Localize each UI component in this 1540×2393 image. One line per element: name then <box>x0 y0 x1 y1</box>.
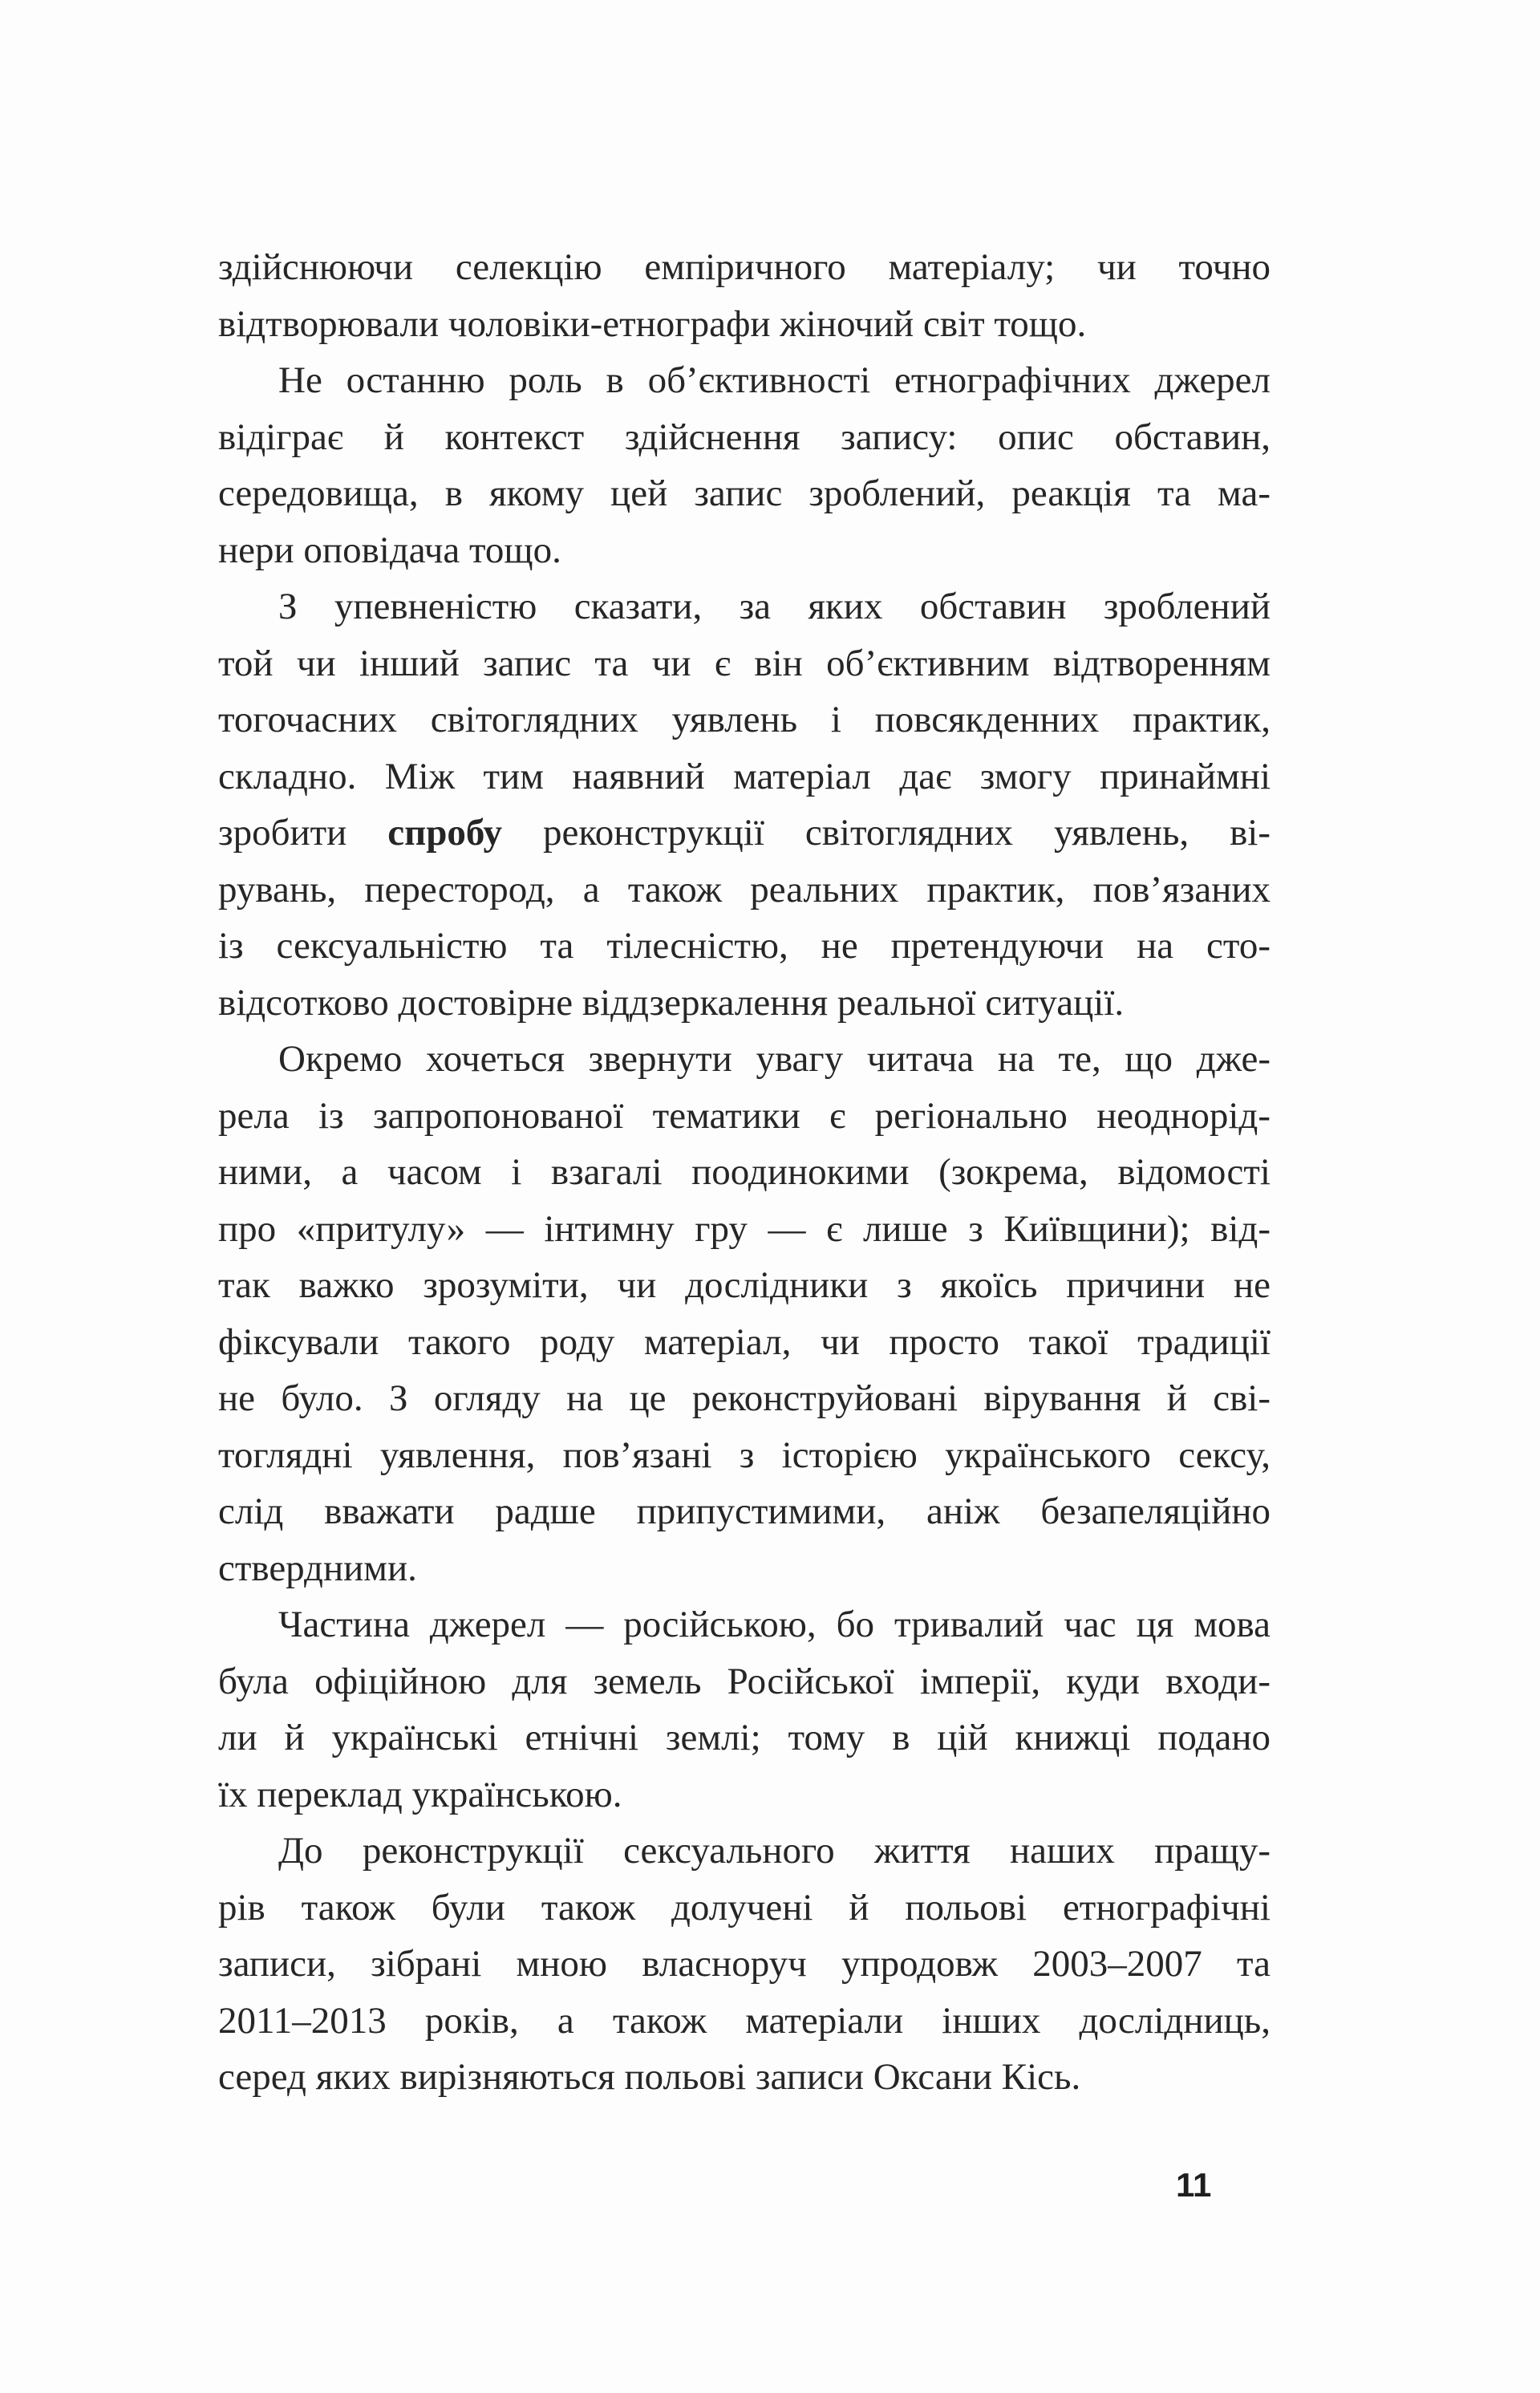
text-line: фіксували такого роду матеріал, чи просто такої традиції <box>218 1320 1270 1363</box>
text-line: була офіційною для земель Російської імперії, куди входи- <box>218 1660 1270 1702</box>
text-line: тогочасних світоглядних уявлень і повсякденних практик, <box>218 699 1270 740</box>
text-segment: зробити <box>218 812 388 854</box>
text-line: записи, зібрані мною власноруч упродовж 2003–2007 та <box>218 1943 1270 1985</box>
text-line: відтворювали чоловіки-етнографи жіночий світ тощо. <box>218 302 1087 345</box>
body-text <box>218 239 1270 2106</box>
bold-word: спробу <box>387 812 503 854</box>
text-line: про «притулу» — інтимну гру — є лише з Київщини); від- <box>218 1207 1270 1250</box>
text-line: Не останню роль в об’єктивності етнографічних джерел <box>278 359 1270 401</box>
text-line: До реконструкції сексуального життя наших пращу- <box>278 1830 1270 1872</box>
text-line: рів також були також долучені й польові етнографічні <box>218 1886 1270 1929</box>
text-line: нери оповідача тощо. <box>218 529 561 571</box>
text-line: не було. З огляду на це реконструйовані вірування й сві- <box>218 1377 1270 1419</box>
text-line: ствердними. <box>218 1547 417 1589</box>
text-line: рувань, перестород, а також реальних практик, пов’язаних <box>218 868 1270 911</box>
text-line: їх переклад українською. <box>218 1773 622 1815</box>
text-line: рела із запропонованої тематики є регіонально неоднорід- <box>218 1094 1270 1137</box>
text-line: Окремо хочеться звернути увагу читача на те, що дже- <box>278 1038 1270 1080</box>
text-line: відсотково достовірне віддзеркалення реальної ситуації. <box>218 981 1125 1024</box>
text-line: із сексуальністю та тілесністю, не претендуючи на сто- <box>218 925 1270 967</box>
text-line: З упевненістю сказати, за яких обставин зроблений <box>278 586 1270 627</box>
text-line-with-bold <box>218 805 1270 862</box>
text-segment: реконструкції світоглядних уявлень, ві- <box>502 812 1271 854</box>
text-line: складно. Між тим наявний матеріал дає змогу принаймні <box>218 755 1270 797</box>
text-line: так важко зрозуміти, чи дослідники з якоїсь причини не <box>218 1264 1270 1306</box>
text-line: 2011–2013 років, а також матеріали інших дослідниць, <box>218 1999 1270 2042</box>
text-line: серед яких вирізняються польові записи Оксани Кісь. <box>218 2056 1081 2098</box>
text-line: здійснюючи селекцію емпіричного матеріалу; чи точно <box>218 246 1270 288</box>
text-line: Частина джерел — російською, бо тривалий час ця мова <box>278 1604 1270 1645</box>
text-line: ли й українські етнічні землі; тому в цій книжці подано <box>218 1717 1270 1758</box>
text-line: середовища, в якому цей запис зроблений, реакція та ма- <box>218 473 1270 514</box>
text-line: тоглядні уявлення, пов’язані з історією українського сексу, <box>218 1434 1270 1476</box>
text-line: відіграє й контекст здійснення запису: опис обставин, <box>218 416 1270 458</box>
page-number: 11 <box>1176 2166 1212 2204</box>
text-line: той чи інший запис та чи є він об’єктивним відтворенням <box>218 642 1270 684</box>
text-line: слід вважати радше припустимими, аніж безапеляційно <box>218 1491 1270 1532</box>
text-line: ними, а часом і взагалі поодинокими (зокрема, відомості <box>218 1151 1270 1193</box>
